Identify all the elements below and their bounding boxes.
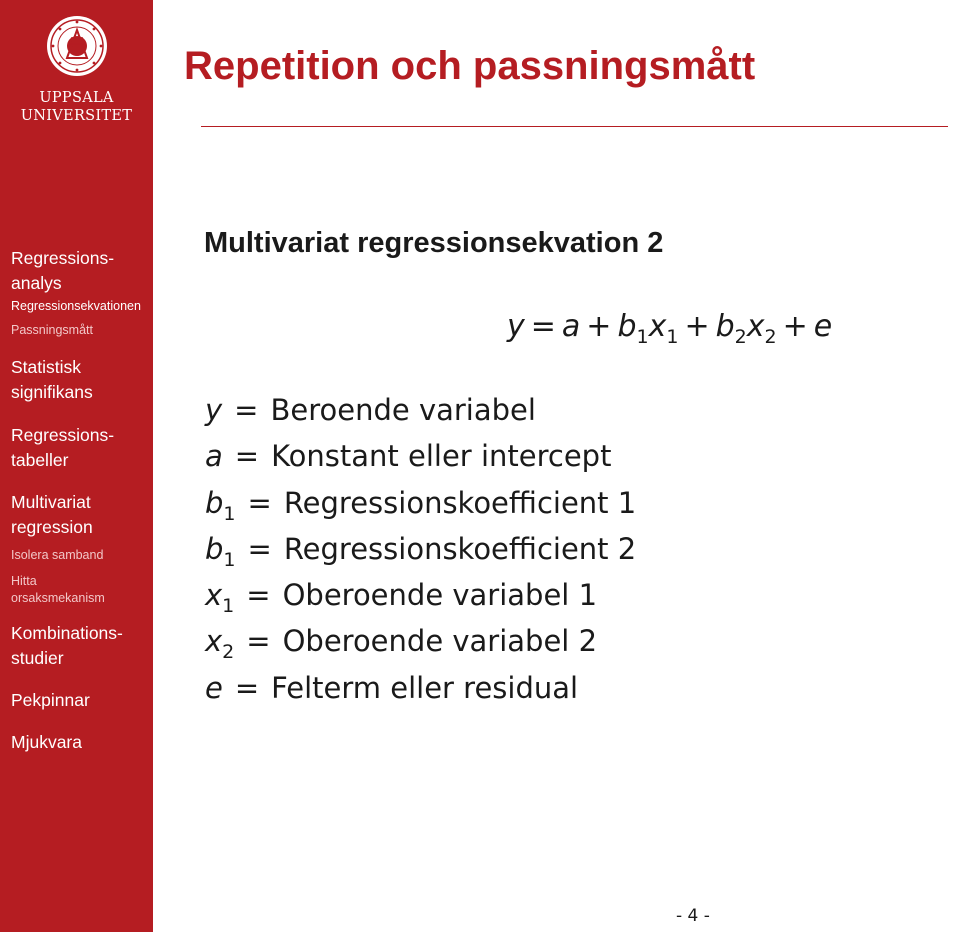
definition-row: [205, 390, 636, 436]
def-text: Felterm eller residual: [271, 670, 579, 705]
definition-row: [205, 668, 636, 714]
definition-row: [205, 575, 636, 621]
def-symbol: a: [205, 439, 223, 474]
page-number: - 4 -: [676, 906, 710, 926]
def-subscript: 2: [222, 641, 235, 664]
def-equals: =: [234, 670, 260, 705]
def-equals: =: [234, 393, 259, 427]
eq-symbol: y: [507, 309, 525, 344]
def-equals: =: [246, 624, 271, 659]
definition-row: [205, 483, 636, 529]
nav-section-title: studier: [11, 648, 64, 668]
nav-subitem-hitta-orsaksmekanism[interactable]: [11, 573, 153, 607]
definition-row: [205, 436, 636, 482]
variable-definitions: [205, 390, 636, 714]
eq-symbol: x: [648, 309, 667, 344]
nav-section-title: Regressions-: [11, 425, 115, 445]
section-nav: [11, 246, 153, 755]
def-symbol: b: [205, 531, 224, 566]
slide-title: Repetition och passningsmått: [184, 44, 756, 88]
university-logo: [0, 14, 153, 125]
def-subscript: 1: [223, 548, 236, 571]
eq-symbol: e: [813, 309, 833, 344]
eq-symbol: b: [617, 309, 637, 344]
eq-operator: +: [782, 309, 808, 344]
nav-subitem-isolera-samband[interactable]: Isolera samband: [11, 548, 104, 562]
eq-subscript: 1: [666, 326, 679, 348]
def-equals: =: [247, 485, 272, 520]
nav-section-multivariat-regression[interactable]: [11, 490, 153, 540]
def-symbol: b: [205, 485, 224, 520]
logo-text-universitet: UNIVERSITET: [20, 108, 133, 124]
nav-section-title: Regressions-: [11, 248, 115, 268]
university-seal-icon: [45, 14, 109, 78]
def-symbol: x: [205, 578, 223, 613]
def-subscript: 1: [222, 595, 235, 618]
nav-section-title: regression: [11, 517, 93, 537]
def-equals: =: [247, 531, 272, 566]
regression-equation: [507, 309, 833, 348]
def-symbol: x: [205, 624, 223, 659]
title-divider: [201, 126, 948, 127]
eq-operator: +: [684, 309, 710, 344]
def-text: Konstant eller intercept: [271, 439, 612, 474]
nav-section-title: Pekpinnar: [11, 690, 90, 710]
nav-section-regressionsanalys[interactable]: [11, 246, 153, 296]
sidebar: [0, 0, 153, 932]
nav-section-kombinationsstudier[interactable]: [11, 621, 153, 671]
nav-section-title: Statistisk: [11, 357, 82, 377]
def-text: Oberoende variabel 1: [282, 578, 598, 613]
definition-row: [205, 529, 636, 575]
nav-section-title: Multivariat: [11, 492, 91, 512]
nav-section-title: signifikans: [11, 382, 93, 402]
nav-subitem-regressionsekvationen[interactable]: Regressionsekvationen: [11, 299, 141, 313]
slide-subtitle: Multivariat regressionsekvation 2: [204, 227, 664, 259]
eq-symbol: x: [746, 309, 765, 344]
nav-section-regressionstabeller[interactable]: [11, 423, 153, 473]
nav-subitem-passningsmatt[interactable]: Passningsmått: [11, 323, 93, 337]
eq-symbol: b: [715, 309, 735, 344]
def-text: Beroende variabel: [270, 393, 536, 427]
nav-section-title: tabeller: [11, 450, 69, 470]
nav-subitem-label: orsaksmekanism: [11, 591, 105, 605]
logo-text-uppsala: UPPSALA: [39, 90, 114, 106]
nav-section-pekpinnar[interactable]: [11, 688, 153, 713]
def-subscript: 1: [223, 502, 236, 525]
def-equals: =: [234, 439, 260, 474]
eq-operator: +: [586, 309, 612, 344]
nav-section-statistisk-signifikans[interactable]: [11, 355, 153, 405]
definition-row: [205, 621, 636, 667]
def-text: Oberoende variabel 2: [282, 624, 598, 659]
nav-section-title: Kombinations-: [11, 623, 123, 643]
eq-subscript: 2: [764, 326, 777, 348]
nav-subitem-label: Hitta: [11, 574, 37, 588]
nav-section-mjukvara[interactable]: [11, 730, 153, 755]
nav-section-title: analys: [11, 273, 62, 293]
def-text: Regressionskoefficient 2: [283, 531, 637, 566]
def-equals: =: [246, 578, 271, 613]
def-symbol: e: [205, 670, 223, 705]
eq-operator: =: [530, 309, 556, 344]
def-text: Regressionskoefficient 1: [283, 485, 637, 520]
def-symbol: y: [205, 393, 223, 427]
eq-subscript: 2: [734, 326, 747, 348]
nav-section-title: Mjukvara: [11, 732, 82, 752]
eq-symbol: a: [561, 309, 581, 344]
eq-subscript: 1: [636, 326, 649, 348]
